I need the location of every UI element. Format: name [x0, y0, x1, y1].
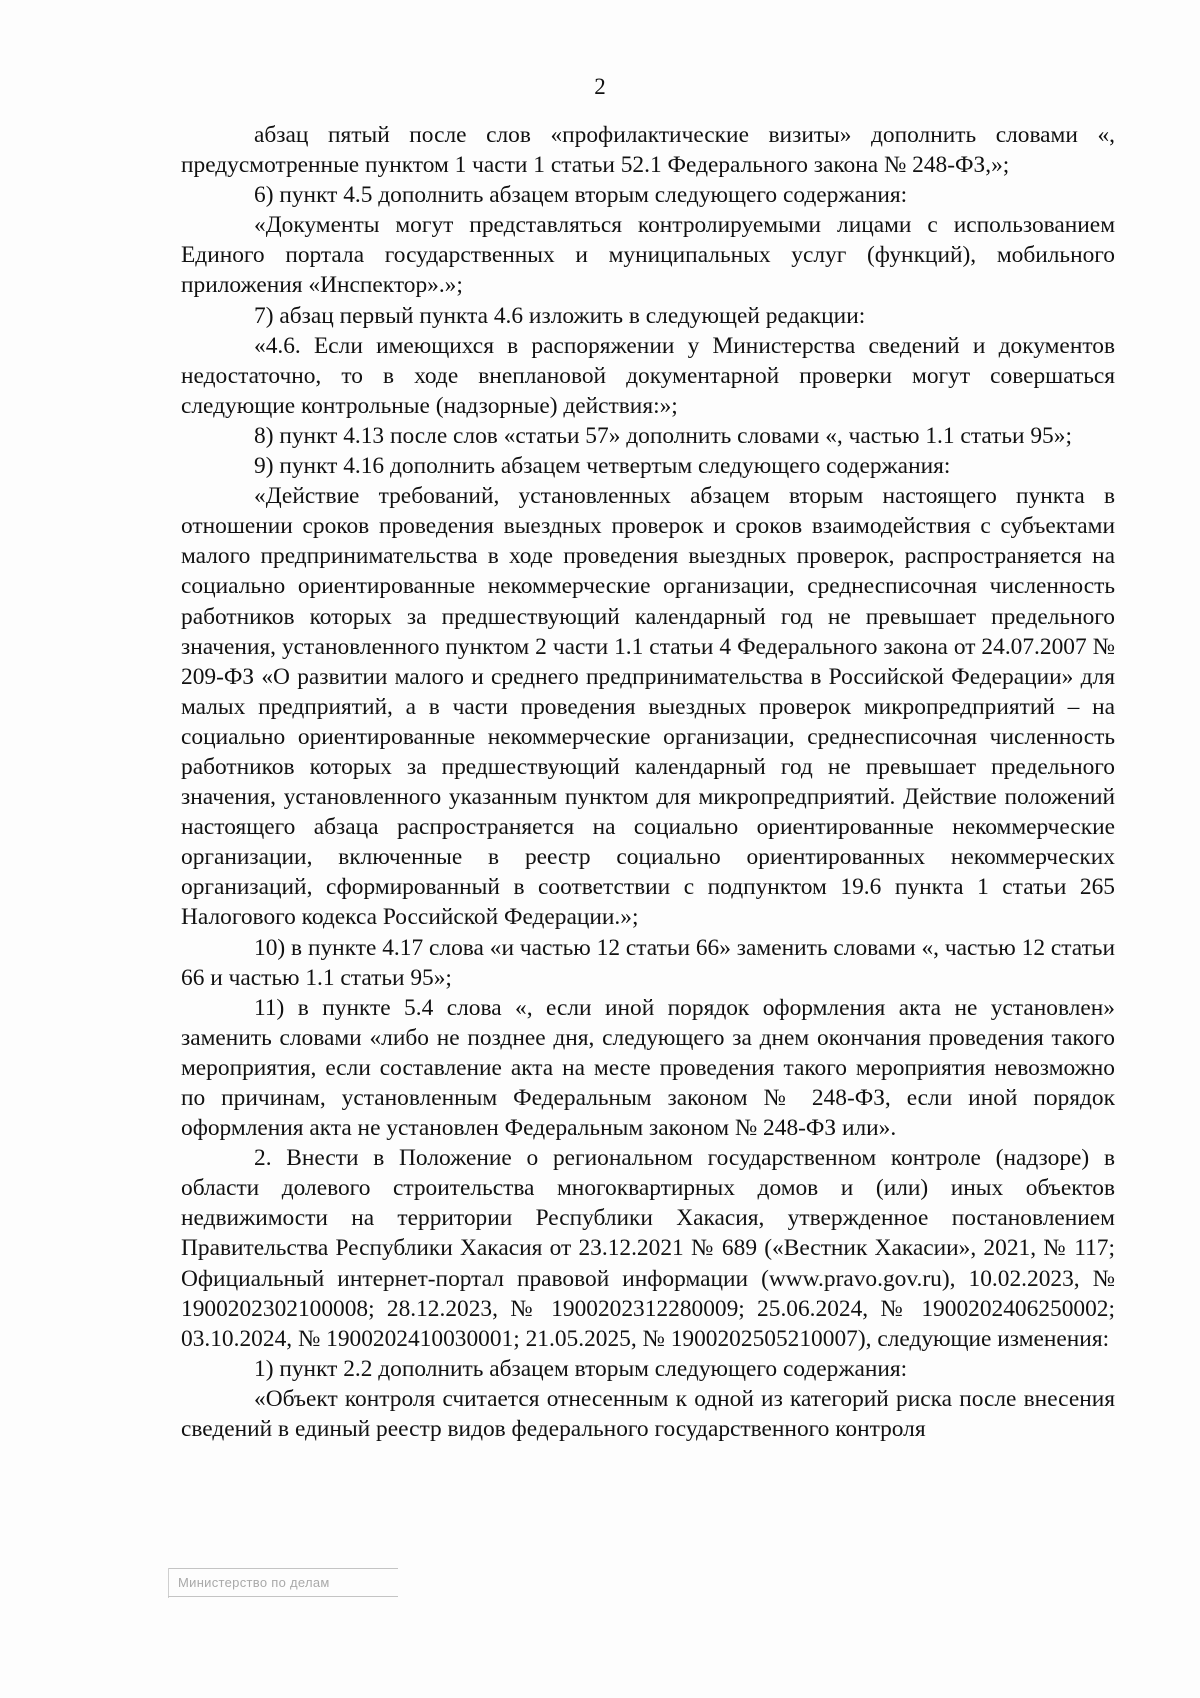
- paragraph-11: 2. Внести в Положение о региональном государственном контроле (надзоре) в области долевого строительства многоквартирных домов и (или) иных объектов недвижимости на территории Республики Хакасия, утвержденное постановлением Правительства Республики Хакасия от 23.12.2021 № 689 («Вестник Хакасии», 2021, № 117; Официальный интернет-портал правовой информации (www.pravo.gov.ru), 10.02.2023, № 1900202302100008; 28.12.2023, № 1900202312280009; 25.06.2024, № 1900202406250002; 03.10.2024, № 1900202410030001; 21.05.2025, № 1900202505210007), следующие изменения:: [181, 1145, 1115, 1352]
- registration-stamp: [168, 1568, 400, 1602]
- paragraph-4: 7) абзац первый пункта 4.6 изложить в следующей редакции:: [254, 302, 866, 329]
- paragraph-1: абзац пятый после слов «профилактические визиты» дополнить словами «, предусмотренные пунктом 1 части 1 статьи 52.1 Федерального закона № 248-ФЗ,»;: [181, 122, 1115, 179]
- paragraph-8: «Действие требований, установленных абзацем вторым настоящего пункта в отношении сроков проведения выездных проверок и сроков взаимодействия с субъектами малого предпринимательства в ходе проведения выездных проверок, распространяется на социально ориентированные некоммерческие организации, среднесписочная численность работников которых за предшествующий календарный год не превышает предельного значения, установленного пунктом 2 части 1.1 статьи 4 Федерального закона от 24.07.2007 № 209-ФЗ «О развитии малого и среднего предпринимательства в Российской Федерации» для малых предприятий, а в части проведения выездных проверок микропредприятий – на социально ориентированные некоммерческие организации, среднесписочная численность работников которых за предшествующий календарный год не превышает предельного значения, установленного указанным пунктом для микропредприятий. Действие положений настоящего абзаца распространяется на социально ориентированные некоммерческие организации, включенные в реестр социально ориентированных некоммерческих организаций, сформированный в соответствии с подпунктом 19.6 пункта 1 статьи 265 Налогового кодекса Российской Федерации.»;: [181, 483, 1115, 931]
- paragraph-6: 8) пункт 4.13 после слов «статьи 57» дополнить словами «, частью 1.1 статьи 95»;: [254, 422, 1072, 449]
- paragraph-13: «Объект контроля считается отнесенным к одной из категорий риска после внесения сведений в единый реестр видов федерального государственного контроля: [181, 1385, 1115, 1443]
- document-body: [181, 120, 1115, 1444]
- stamp-bottom-line: [168, 1596, 398, 1597]
- paragraph-3: «Документы могут представляться контролируемыми лицами с использованием Единого портала государственных и муниципальных услуг (функций), мобильного приложения «Инспектор».»;: [181, 212, 1115, 299]
- paragraph-10: 11) в пункте 5.4 слова «, если иной порядок оформления акта не установлен» заменить словами «либо не позднее дня, следующего за днем окончания проведения такого мероприятия, если составление акта на месте проведения такого мероприятия невозможно по причинам, установленным Федеральным законом № 248-ФЗ, если иной порядок оформления акта не установлен Федеральным законом № 248-ФЗ или».: [181, 994, 1115, 1142]
- paragraph-7: 9) пункт 4.16 дополнить абзацем четвертым следующего содержания:: [254, 453, 951, 480]
- stamp-top-line: [168, 1568, 398, 1569]
- paragraph-2: 6) пункт 4.5 дополнить абзацем вторым следующего содержания:: [254, 182, 908, 209]
- stamp-text: Министерство по делам: [178, 1575, 330, 1590]
- paragraph-5: «4.6. Если имеющихся в распоряжении у Министерства сведений и документов недостаточно, то в ходе внеплановой документарной проверки могут совершаться следующие контрольные (надзорные) действия:»;: [181, 332, 1115, 419]
- paragraph-9: 10) в пункте 4.17 слова «и частью 12 статьи 66» заменить словами «, частью 12 статьи 66 и частью 1.1 статьи 95»;: [181, 934, 1115, 991]
- page-number: 2: [594, 74, 606, 99]
- paragraph-12: 1) пункт 2.2 дополнить абзацем вторым следующего содержания:: [254, 1355, 908, 1382]
- stamp-side-bar: [168, 1568, 169, 1598]
